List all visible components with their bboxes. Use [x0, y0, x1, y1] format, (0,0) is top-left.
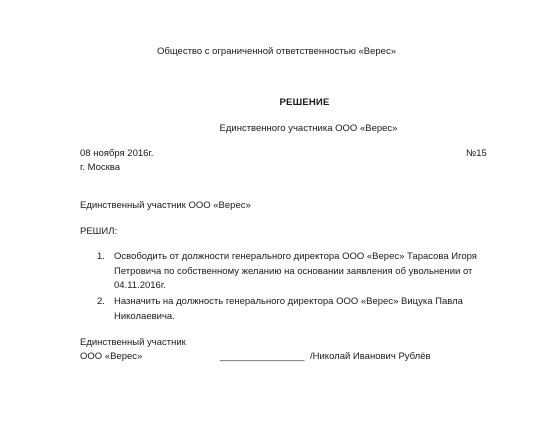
signature-role-line1: Единственный участник	[80, 337, 186, 348]
intro-text: Единственный участник ООО «Верес»	[80, 200, 251, 211]
list-item-line: Назначить на должность генерального директора ООО «Верес» Вицука Павла	[114, 296, 463, 307]
list-item-line: Петровича по собственному желанию на основании заявления об увольнении от	[114, 266, 473, 277]
list-item-line: 04.11.2016г.	[114, 280, 166, 291]
document-subtitle: Единственного участника ООО «Верес»	[219, 123, 398, 134]
document-date: 08 ноября 2016г.	[80, 148, 154, 159]
signature-role-line2: ООО «Верес»	[80, 351, 143, 362]
decided-heading: РЕШИЛ:	[80, 226, 118, 237]
organization-name: Общество с ограниченной ответственностью «Верес»	[157, 46, 396, 57]
signature-name: /Николай Иванович Рублёв	[310, 351, 431, 362]
list-item-number: 1.	[97, 251, 105, 262]
document-number: №15	[466, 148, 487, 159]
list-item-line: Николаевича.	[114, 311, 175, 322]
document-city: г. Москва	[80, 162, 121, 173]
document-title: РЕШЕНИЕ	[279, 97, 330, 108]
list-item-line: Освободить от должности генерального директора ООО «Верес» Тарасова Игоря	[114, 251, 477, 262]
signature-blank-line: ________________	[220, 351, 305, 362]
list-item-number: 2.	[97, 296, 105, 307]
